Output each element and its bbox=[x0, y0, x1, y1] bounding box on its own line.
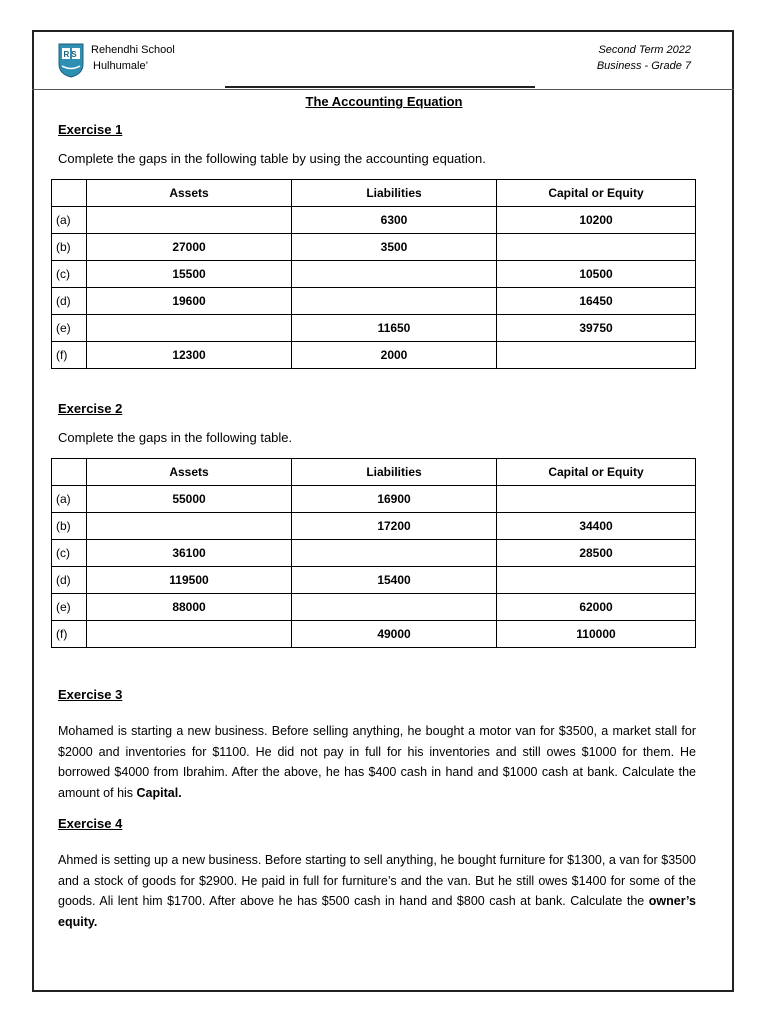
liabilities-cell: 15400 bbox=[292, 567, 497, 594]
capital-cell: 28500 bbox=[497, 540, 696, 567]
row-label: (d) bbox=[52, 288, 87, 315]
page-header bbox=[55, 40, 695, 90]
row-label: (c) bbox=[52, 540, 87, 567]
header-divider bbox=[32, 89, 734, 90]
assets-cell bbox=[87, 315, 292, 342]
row-label: (e) bbox=[52, 315, 87, 342]
table-row bbox=[52, 486, 696, 513]
row-label: (b) bbox=[52, 234, 87, 261]
table-row bbox=[52, 207, 696, 234]
exercise-3-emphasis: Capital. bbox=[136, 785, 182, 800]
table-row bbox=[52, 594, 696, 621]
assets-cell: 55000 bbox=[87, 486, 292, 513]
liabilities-cell bbox=[292, 261, 497, 288]
exercise-4-text bbox=[58, 850, 696, 932]
capital-header: Capital or Equity bbox=[497, 180, 696, 207]
liabilities-cell: 49000 bbox=[292, 621, 497, 648]
assets-cell: 15500 bbox=[87, 261, 292, 288]
capital-cell: 62000 bbox=[497, 594, 696, 621]
capital-cell: 34400 bbox=[497, 513, 696, 540]
liabilities-cell bbox=[292, 540, 497, 567]
table-row bbox=[52, 513, 696, 540]
table-row bbox=[52, 315, 696, 342]
liabilities-cell: 3500 bbox=[292, 234, 497, 261]
assets-header: Assets bbox=[87, 459, 292, 486]
liabilities-cell: 2000 bbox=[292, 342, 497, 369]
capital-cell bbox=[497, 234, 696, 261]
capital-cell: 110000 bbox=[497, 621, 696, 648]
assets-cell: 19600 bbox=[87, 288, 292, 315]
exercise-1-heading: Exercise 1 bbox=[58, 122, 123, 137]
exercise-4-body: Ahmed is setting up a new business. Before starting to sell anything, he bought furniture for $1300, a van for $3500 and a stock of goods for $2900. He paid in full for furniture’s and the van. But he still owes $1400 for some of the goods. Ali lent him $1700. After above he has $500 cash in hand and $800 cash at bank. Calculate the bbox=[58, 853, 696, 908]
exercise-3-text bbox=[58, 721, 696, 803]
liabilities-cell bbox=[292, 594, 497, 621]
row-label: (b) bbox=[52, 513, 87, 540]
capital-cell: 16450 bbox=[497, 288, 696, 315]
table-row bbox=[52, 621, 696, 648]
assets-cell: 12300 bbox=[87, 342, 292, 369]
capital-cell: 10500 bbox=[497, 261, 696, 288]
capital-cell bbox=[497, 486, 696, 513]
row-label: (f) bbox=[52, 621, 87, 648]
term-label: Second Term 2022 bbox=[598, 44, 691, 56]
row-label: (f) bbox=[52, 342, 87, 369]
liabilities-cell bbox=[292, 288, 497, 315]
page-title bbox=[0, 94, 768, 109]
capital-cell: 39750 bbox=[497, 315, 696, 342]
assets-cell bbox=[87, 621, 292, 648]
capital-header: Capital or Equity bbox=[497, 459, 696, 486]
capital-cell bbox=[497, 342, 696, 369]
exercise-3-body: Mohamed is starting a new business. Before selling anything, he bought a motor van for $3500, a market stall for $2000 and inventories for $1100. He did not pay in full for his inventories and still owes $1000 for them. He borrowed $4000 from Ibrahim. After the above, he has $400 cash in hand and $1000 cash at bank. Calculate the amount of his bbox=[58, 724, 696, 800]
assets-cell: 36100 bbox=[87, 540, 292, 567]
page-title-text: The Accounting Equation bbox=[305, 94, 463, 109]
row-label: (c) bbox=[52, 261, 87, 288]
table-row bbox=[52, 288, 696, 315]
row-label: (d) bbox=[52, 567, 87, 594]
table-row bbox=[52, 261, 696, 288]
liabilities-cell: 11650 bbox=[292, 315, 497, 342]
table-row bbox=[52, 567, 696, 594]
exercise-3-heading: Exercise 3 bbox=[58, 687, 123, 702]
exercise-1-instruction: Complete the gaps in the following table by using the accounting equation. bbox=[58, 151, 486, 166]
liabilities-cell: 17200 bbox=[292, 513, 497, 540]
capital-cell: 10200 bbox=[497, 207, 696, 234]
capital-cell bbox=[497, 567, 696, 594]
liabilities-cell: 16900 bbox=[292, 486, 497, 513]
exercise-2-instruction: Complete the gaps in the following table. bbox=[58, 430, 293, 445]
row-label: (a) bbox=[52, 486, 87, 513]
row-label: (a) bbox=[52, 207, 87, 234]
table-row bbox=[52, 540, 696, 567]
header-divider-accent bbox=[225, 86, 535, 88]
table-row bbox=[52, 234, 696, 261]
exercise-1-table bbox=[51, 179, 696, 369]
school-logo bbox=[57, 42, 85, 78]
assets-cell: 119500 bbox=[87, 567, 292, 594]
assets-cell bbox=[87, 207, 292, 234]
exercise-4-emphasis: owner’s equity. bbox=[58, 894, 696, 929]
subject-label: Business - Grade 7 bbox=[596, 60, 691, 72]
liabilities-cell: 6300 bbox=[292, 207, 497, 234]
blank-header-cell bbox=[52, 459, 87, 486]
assets-header: Assets bbox=[87, 180, 292, 207]
exercise-4-heading: Exercise 4 bbox=[58, 816, 123, 831]
school-location: Hulhumale’ bbox=[93, 60, 149, 72]
exercise-2-heading: Exercise 2 bbox=[58, 401, 123, 416]
table-header-row bbox=[52, 180, 696, 207]
assets-cell: 27000 bbox=[87, 234, 292, 261]
table-header-row bbox=[52, 459, 696, 486]
school-name: Rehendhi School bbox=[91, 44, 175, 56]
logo-text: RS bbox=[63, 50, 79, 59]
row-label: (e) bbox=[52, 594, 87, 621]
blank-header-cell bbox=[52, 180, 87, 207]
liabilities-header: Liabilities bbox=[292, 180, 497, 207]
table-row bbox=[52, 342, 696, 369]
liabilities-header: Liabilities bbox=[292, 459, 497, 486]
assets-cell bbox=[87, 513, 292, 540]
exercise-2-table bbox=[51, 458, 696, 648]
assets-cell: 88000 bbox=[87, 594, 292, 621]
